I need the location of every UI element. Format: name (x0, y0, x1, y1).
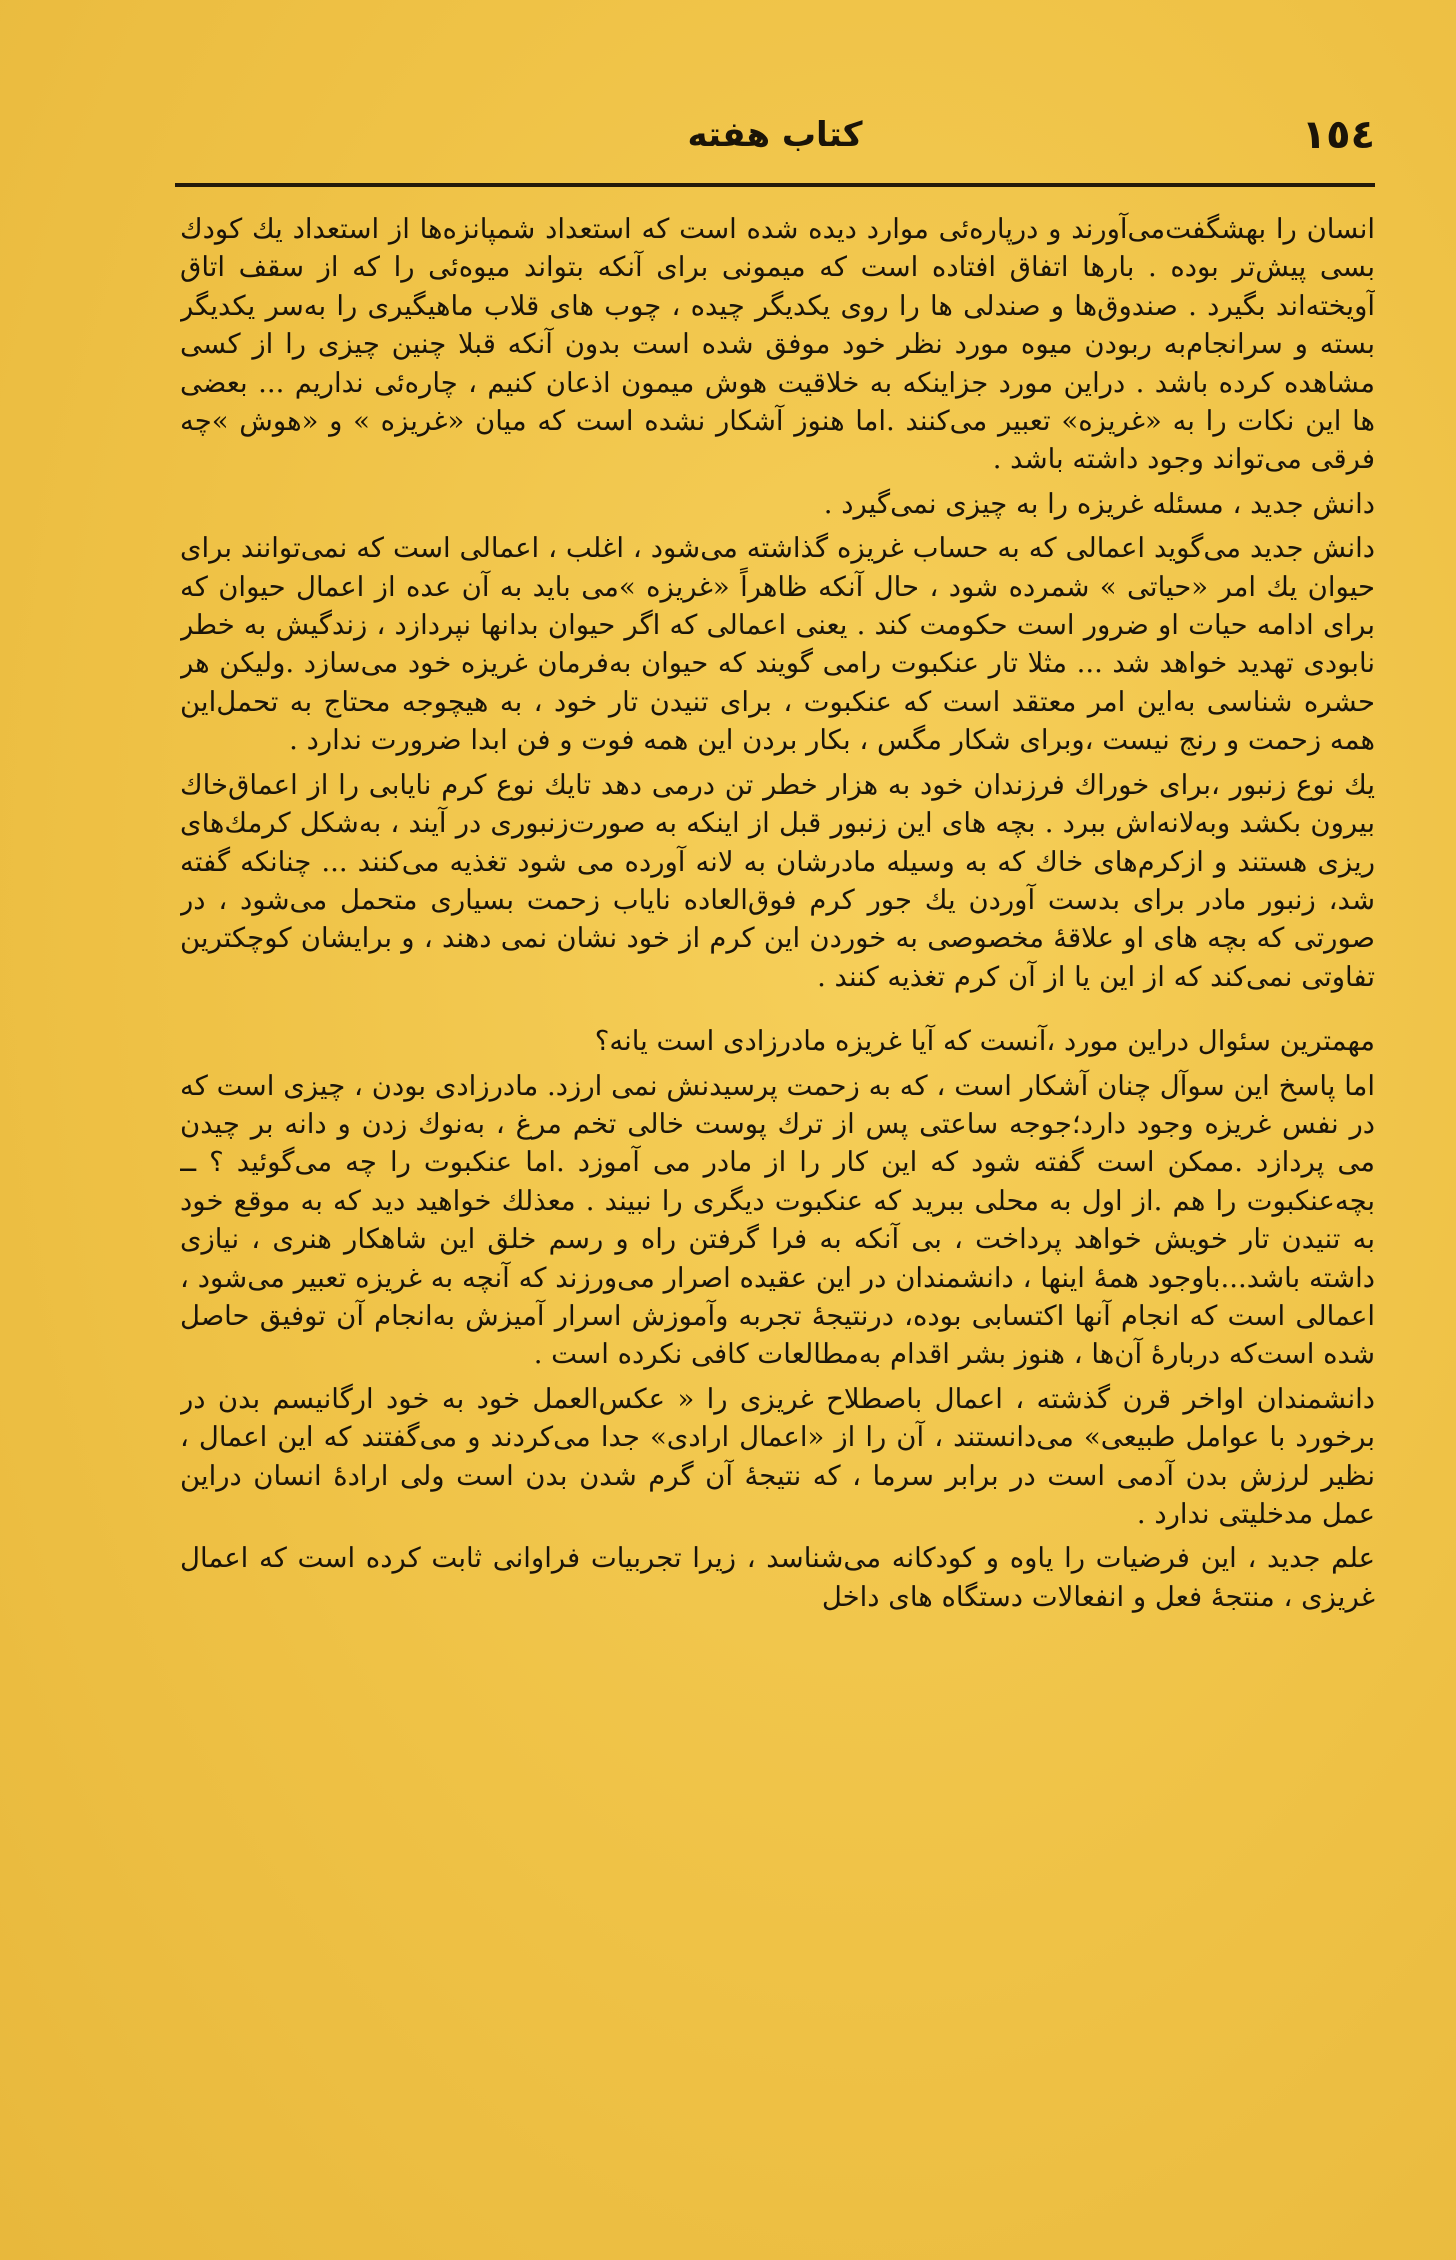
paragraph: مهمترین سئوال دراین مورد ،آنست که آیا غریزه مادرزادی است یانه؟ (594, 1025, 1375, 1058)
book-title: كتاب هفته (687, 115, 863, 155)
paragraph: یك نوع زنبور ،برای خوراك فرزندان خود به هزار خطر تن درمی دهد تایك نوع کرم نایابی را از اعماق‌خاك بیرون بکشد وبه‌لانه‌اش ببرد . بچه های این زنبور قبل از اینکه به صورت‌زنبوری در آیند ، به‌شکل کرمك‌های ریزی هستند و ازکرم‌های خاك که به وسیله مادرشان به لانه آورده می شود تغذیه می‌کنند ... چنانکه گفته شد، زنبور مادر برای بدست آوردن یك جور کرم فوق‌العاده نایاب زحمت بسیاری متحمل می‌شود ، در صورتی که بچه های او علاقهٔ مخصوصی به خوردن این کرم از خود نشان نمی دهند ، و برایشان کوچکترین تفاوتی نمی‌کند که از این یا از آن کرم تغذیه کنند . (180, 768, 1375, 993)
paragraph: انسان را بهشگفت‌می‌آورند و درپاره‌ئی موارد دیده شده است که استعداد شمپانزه‌ها از استعداد یك كودك بسی پیش‌تر بوده . بارها اتفاق افتاده است که میمونی برای آنکه بتواند میوه‌ئی را که از سقف اتاق آویخته‌اند بگیرد . صندوق‌ها و صندلی ها را روی یکدیگر چیده ، چوب های قلاب ماهیگیری را به‌سر یکدیگر بسته و سرانجام‌به ربودن میوه مورد نظر خود موفق شده است بدون آنکه قبلا چنین چیزی را از کسی مشاهده کرده باشد . دراین مورد جزاینکه به خلاقیت هوش میمون اذعان کنیم ، چاره‌ئی نداریم ... بعضی ها این نكات را به «غریزه» تعبیر می‌کنند .اما هنوز آشکار نشده است که میان «غریزه » و «هوش »چه فرقی می‌تواند وجود داشته باشد . (180, 213, 1375, 476)
page-number: ١٥٤ (1301, 112, 1375, 158)
paragraph: دانش جدید ، مسئله غریزه را به چیزی نمی‌گیرد . (823, 487, 1375, 520)
paragraph: علم جدید ، این فرضیات را یاوه و کودکانه می‌شناسد ، زیرا تجربیات فراوانی ثابت کرده است که اعمال غریزی ، منتجهٔ فعل و انفعالات دستگاه های داخل (180, 1542, 1375, 1613)
paragraph: دانش جدید می‌گوید اعمالی که به حساب غریزه گذاشته می‌شود ، اغلب ، اعمالی است که نمی‌توانند برای حیوان یك امر «حیاتی » شمرده شود ، حال آنکه ظاهراً «غریزه »می باید به آن عده از اعمال حیوان که برای ادامه حیات او ضرور است حکومت کند . یعنی اعمالی که اگر حیوان بدانها نپردازد ، زندگیش به خطر نابودی تهدید خواهد شد ... مثلا تار عنکبوت رامی گویند که حیوان به‌فرمان غریزه خود می‌سازد .ولیکن هر حشره شناسی به‌این امر معتقد است که عنکبوت ، برای تنیدن تار خود ، به هیچوجه محتاج به تحمل‌این همه زحمت و رنج نیست ،وبرای شکار مگس ، بکار بردن این همه فوت و فن ابدا ضرورت ندارد . (180, 532, 1375, 757)
body-text (180, 210, 1375, 2240)
paragraph: اما پاسخ این سوآل چنان آشکار است ، که به زحمت پرسیدنش نمی ارزد. مادرزادی بودن ، چیزی است که در نفس غریزه وجود دارد؛جوجه ساعتی پس از ترك پوست خالی تخم مرغ ، به‌نوك زدن و دانه بر چیدن می پردازد .ممکن است گفته شود که این کار را از مادر می آموزد .اما عنکبوت را چه می‌گوئید ؟ ــ بچه‌عنکبوت را هم .از اول به محلی ببرید که عنکبوت دیگری را نبیند . معذلك خواهید دید که به موقع خود به تنیدن تار خویش خواهد پرداخت ، بی آنکه به فرا گرفتن راه و رسم خلق این شاهکار هنری ، نیازی داشته باشد...باوجود همهٔ اینها ، دانشمندان در این عقیده اصرار می‌ورزند که آنچه به غریزه تعبیر می‌شود ، اعمالی است که انجام آنها اکتسابی بوده، درنتیجهٔ تجربه وآموزش اسرار آمیزش به‌انجام آن توفیق حاصل شده است‌که دربارهٔ آن‌ها ، هنوز بشر اقدام به‌مطالعات کافی نکرده است . (180, 1069, 1375, 1371)
paragraph: دانشمندان اواخر قرن گذشته ، اعمال باصطلاح غریزی را « عکس‌العمل خود به خود ارگانیسم بدن در برخورد با عوامل طبیعی» می‌دانستند ، آن را از «اعمال ارادی» جدا می‌کردند و می‌گفتند که این اعمال ، نظیر لرزش بدن آدمی است در برابر سرما ، که نتیجهٔ آن گرم شدن بدن است ولی ارادهٔ انسان دراین عمل مدخلیتی ندارد . (180, 1382, 1375, 1530)
page-header (175, 105, 1375, 190)
header-divider (175, 183, 1375, 187)
